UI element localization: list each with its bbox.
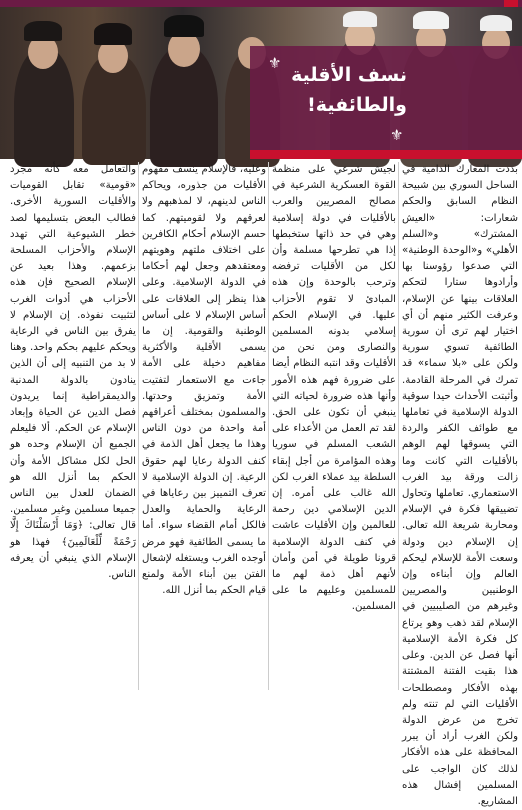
photo-figure-hat bbox=[343, 11, 377, 27]
article-title-line1: نسف الأقلية bbox=[291, 64, 407, 86]
section-tag bbox=[504, 0, 518, 7]
article-paragraph: لجيش شرعي على منظمة القوة العسكرية الشرعية في مصالح المصريين والعرب بالأقليات في دولة إسلامية وهي في حد ذاتها ستخبطها إذا هي تطرحها مسلمة وأن لكل من الأقليات ترفضه وترحب بالوحدة وإن هذه المبادئ لا تقوم الأحزاب عليها. في الإسلام الحكم إسلامي بدونه المسلمين والنصارى ومن نحن من الأقليات وقد انتبه النظام أيضا على ضرورة فهم هذه الأمور وأنها هذه ضرورة لحياته التي ينبغي أن تكون على الحق. لقد تم العمل من الأعداء على الشعب المسلم في سوريا وهذه المؤامرة من أجل إبقاء السلطة بيد عملاء الغرب لكن الله غالب على أمره. إن الدين الإسلامي دين رحمة للعالمين وإن الأقليات عاشت في كنف الدولة الإسلامية قرونا طويلة في أمن وأمان لأنهم أهل ذمة لهم ما للمسلمين وعليهم ما على المسلمين. bbox=[272, 164, 396, 613]
article-paragraph: بددت المعارك الدامية في الساحل السوري بين شبيحة النظام السابق والحكم شعارات: «العيش المشترك» و«السلم الأهلي» و«الوحدة الوطنية» التي صدعوا رؤوسنا بها وأرادوها ستارا لتحكم العلاقات بينها عن الإسلام، وعرفت الكثير منهم أن أي اختيار لهم ترى أن سورية الطائفية تسوي سورية ولكن على «بلا سماء» قد تمرك في المرحلة القادمة. وأثبتت الأحداث حيدا سوقية الدولة الإسلامية في تعاملها مع طوائف الكفر والردة التي يسوقها لهم الوهم بالأقليات التي كانت وما زالت ورقة بيد الغرب الاستعماري. تعاملها وتحاول تضييقها فكرة في الإسلام ومحاربة شريعة الله تعالى. إن الإسلام دين ودولة وسعت الأمة للإسلام ليحكم العالم وإن أبناءه وإن الوطنيين والمصريين وغيرهم من الصليبيين في الإسلام لقد ذهب وهو يرتاع كل فكرة الأمة الإسلامية أنها فصل عن الدين. وعلى هذا بقيت الفتنة المشتتة بهذه الأفكار ومصطلحات الأقليات التي لم تنته ولم تخرج من عرض الدولة ولكن الغرب أراد أن يبرر المحافظة على هذه الأفكار لذلك كان الواجب على المسلمين إفشال هذه المشاريع. bbox=[402, 164, 518, 807]
article-paragraph: والتعامل معه كأنه مجرد «قومية» تقابل القوميات والأقليات السورية الأخرى. فطالب البعض بتسليمها لصد خطر الشيوعية التي تهدد الإسلام والأحزاب المسلحة بزعمهم. وهذا بعيد عن الإسلام الصحيح فإن هذه الأحزاب هي أدوات الغرب لتثبيت نفوذه. إن الإسلام لا يفرق بين الناس في الرعاية ويحكم عليهم بحكم واحد. وهنا لا بد من التنبيه إلى أن الذين ينادون بالدولة المدنية والديمقراطية إنما يريدون فصل الدين عن الحياة وإبعاد الإسلام عن الحكم. ألا فليعلم الجميع أن الإسلام وحده هو الحل لكل مشاكل الأمة وأن الحكم بما أنزل الله هو الضمان للعدل بين الناس جميعا مسلمين وغير مسلمين. قال تعالى: ﴿وَمَا أَرْسَلْنَاكَ إِلَّا رَحْمَةً لِّلْعَالَمِينَ﴾ فهذا هو الإسلام الذي ينبغي أن يعرفه الناس. bbox=[10, 164, 136, 581]
article-body bbox=[6, 162, 518, 807]
article-title bbox=[262, 60, 407, 150]
fleur-de-lis-icon: ⚜ bbox=[268, 54, 282, 72]
photo-figure-hat bbox=[480, 15, 512, 31]
photo-figure-hat bbox=[24, 21, 62, 41]
title-panel-strip bbox=[250, 150, 522, 159]
fleur-de-lis-icon: ⚜ bbox=[390, 126, 404, 144]
article-column-3 bbox=[142, 162, 266, 692]
top-accent-strip bbox=[0, 0, 522, 7]
article-column-1 bbox=[402, 162, 518, 807]
photo-figure-hat bbox=[164, 15, 204, 37]
photo-figure-hat bbox=[413, 11, 449, 29]
article-paragraph: وعليه، فالإسلام ينسف مفهوم الأقليات من جذوره، ويحاكم الناس لدينهم، لا لمذهبهم ولا لعرقهم ولا لقوميتهم. كما حسم الإسلام أحكام الكافرين على اختلاف ملتهم وهويتهم ومعتقدهم وجعل لهم أحكاما في الدولة الإسلامية. وعلى هذا ينظر إلى العلاقات على أساس الإسلام لا على أساس الوطنية والقومية. إن ما يسمى الأقلية والأكثرية مفاهيم دخيلة على الأمة جاءت مع الاستعمار لتفتيت الأمة وتمزيق وحدتها. والمسلمون بمختلف أعراقهم أمة واحدة من دون الناس وهذا ما يجعل أهل الذمة في كنف الدولة رعايا لهم حقوق الرعية. إن الدولة الإسلامية لا تعرف التمييز بين رعاياها في الرعاية والحماية والعدل فالكل أمام القضاء سواء. أما ما يسمى الطائفية فهو مرض أوجده الغرب ويستغله لإشعال الفتن بين أبناء الأمة ولمنع قيام الحكم بما أنزل الله. bbox=[142, 164, 266, 597]
article-title-line2: والطائفية! bbox=[307, 94, 407, 116]
article-column-2 bbox=[272, 162, 396, 692]
photo-figure-hat bbox=[94, 23, 132, 45]
article-column-4 bbox=[10, 162, 136, 692]
